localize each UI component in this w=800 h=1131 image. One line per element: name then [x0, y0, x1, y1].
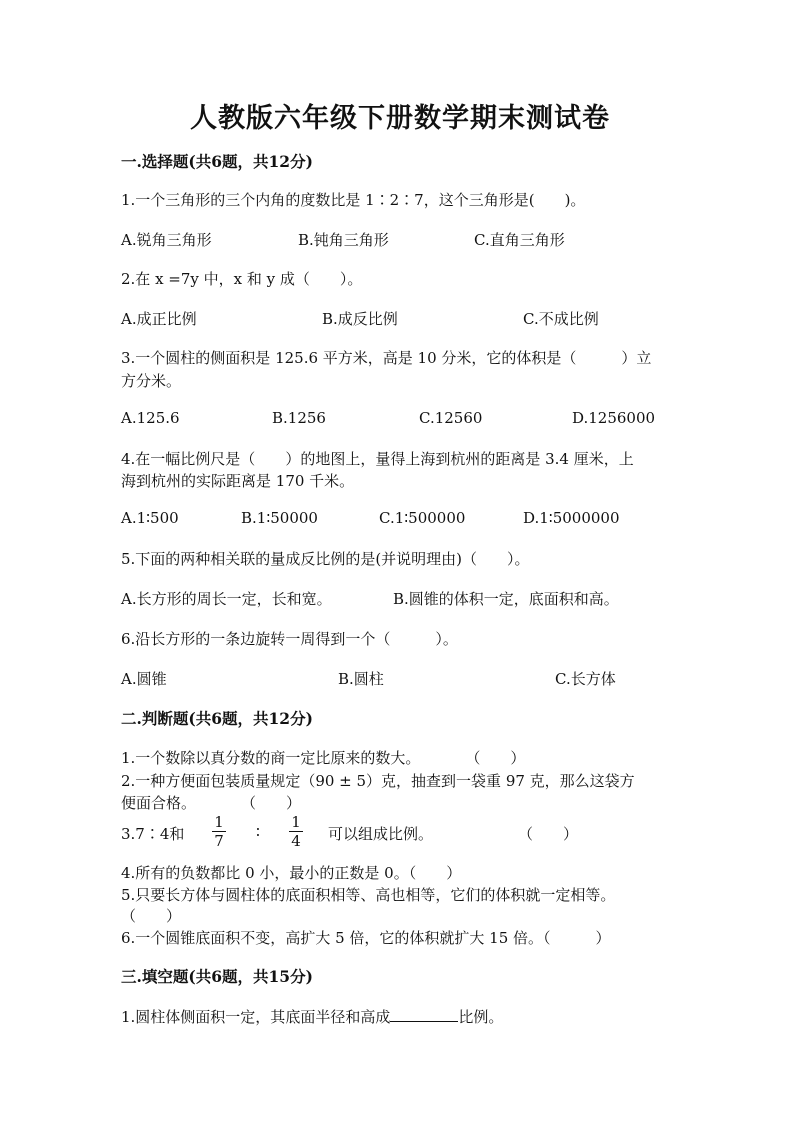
question-text: 5.只要长方体与圆柱体的底面积相等、高也相等，它们的体积就一定相等。 [121, 886, 616, 904]
option-b: B.成反比例 [322, 310, 398, 328]
section-heading-choice: 一.选择题(共6题，共12分) [121, 152, 313, 171]
question-text-tail: 可以组成比例。 [328, 825, 434, 843]
question-text-tail: 比例。 [458, 1008, 504, 1026]
option-a: A.成正比例 [121, 310, 197, 328]
answer-blank[interactable] [390, 1007, 458, 1022]
page-title: 人教版六年级下册数学期末测试卷 [190, 103, 610, 134]
option-a: A.1∶500 [121, 509, 179, 527]
question-text: 1.一个数除以真分数的商一定比原来的数大。 （ ） [121, 749, 526, 767]
question-text: 4.在一幅比例尺是（ ）的地图上，量得上海到杭州的距离是 3.4 厘米，上 [121, 450, 634, 468]
question-text: 1.一个三角形的三个内角的度数比是 1∶2∶7，这个三角形是( )。 [121, 191, 586, 209]
fraction-one-seventh: $\frac{1}{7}$ [212, 813, 226, 850]
option-c: C.不成比例 [523, 310, 599, 328]
question-text: 3.一个圆柱的侧面积是 125.6 平方米，高是 10 分米，它的体积是（ ）立 [121, 349, 652, 367]
option-c: C.12560 [419, 409, 483, 427]
answer-paren: （ ） [121, 907, 182, 925]
option-c: C.长方体 [555, 670, 616, 688]
option-b: B.1∶50000 [241, 509, 318, 527]
option-a: A.圆锥 [121, 670, 167, 688]
fill-question [121, 1006, 503, 1027]
question-text: 2.一种方便面包装质量规定（90 ± 5）克，抽查到一袋重 97 克，那么这袋方 [121, 772, 635, 790]
question-text: 6.一个圆锥底面积不变，高扩大 5 倍，它的体积就扩大 15 倍。（ ） [121, 929, 611, 947]
option-a: A.锐角三角形 [121, 231, 212, 249]
question-text: 6.沿长方形的一条边旋转一周得到一个（ ）。 [121, 630, 458, 648]
option-a: A.125.6 [121, 409, 180, 427]
question-text-cont: 海到杭州的实际距离是 170 千米。 [121, 472, 355, 490]
section-heading-fill: 三.填空题(共6题，共15分) [121, 967, 313, 986]
option-d: D.1∶5000000 [523, 509, 620, 527]
question-text: 5.下面的两种相关联的量成反比例的是(并说明理由)（ ）。 [121, 550, 530, 568]
question-text: 3.7∶4和 [121, 825, 185, 843]
option-b: B.圆锥的体积一定，底面积和高。 [393, 590, 619, 608]
option-b: B.圆柱 [338, 670, 384, 688]
answer-paren: （ ） [518, 825, 579, 843]
question-text: 2.在 x =7y 中，x 和 y 成（ ）。 [121, 270, 363, 288]
option-c: C.直角三角形 [474, 231, 565, 249]
question-text-cont: 便面合格。 （ ） [121, 794, 302, 812]
option-c: C.1∶500000 [379, 509, 466, 527]
option-d: D.1256000 [572, 409, 656, 427]
option-a: A.长方形的周长一定，长和宽。 [121, 590, 332, 608]
question-text: 4.所有的负数都比 0 小，最小的正数是 0。（ ） [121, 864, 462, 882]
question-text: 1.圆柱体侧面积一定，其底面半径和高成 [121, 1008, 391, 1026]
ratio-colon: ∶ [256, 823, 260, 841]
option-b: B.钝角三角形 [298, 231, 389, 249]
fraction-one-fourth: $\frac{1}{4}$ [289, 813, 303, 850]
section-heading-judge: 二.判断题(共6题，共12分) [121, 709, 313, 728]
option-b: B.1256 [272, 409, 326, 427]
question-text-cont: 方分米。 [121, 372, 182, 390]
